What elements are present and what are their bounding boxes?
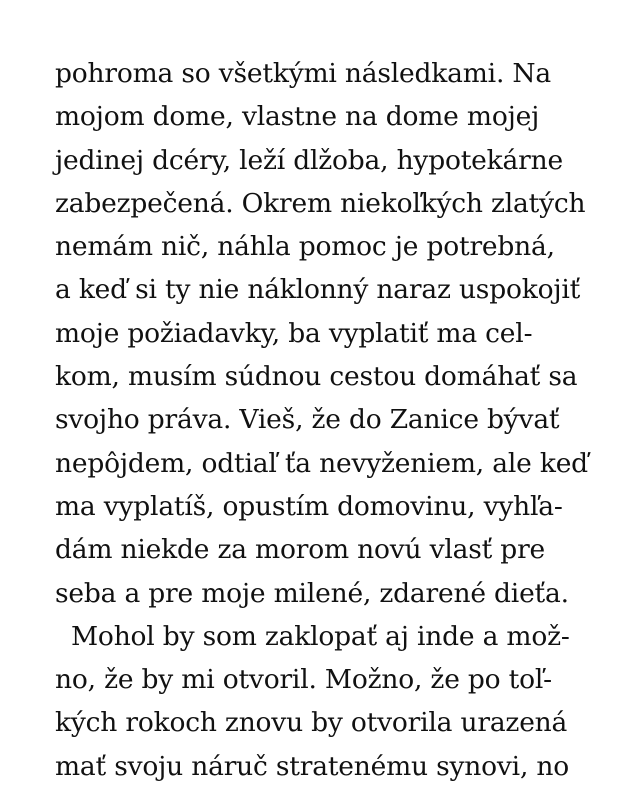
text-line: kých rokoch znovu by otvorila urazená xyxy=(55,707,568,739)
page-text xyxy=(55,52,615,788)
text-line: pohroma so všetkými následkami. Na xyxy=(55,58,551,89)
text-line: seba a pre moje milené, zdarené dieťa. xyxy=(55,577,569,609)
text-line: mojom dome, vlastne na dome mojej xyxy=(55,101,540,133)
text-line: nepôjdem, odtiaľ ťa nevyženiem, ale keď xyxy=(55,447,588,479)
text-line: a keď si ty nie náklonný naraz uspokojiť xyxy=(55,274,581,306)
text-line: moje požiadavky, ba vyplatiť ma cel- xyxy=(55,317,533,349)
text-line: nemám nič, náhla pomoc je potrebná, xyxy=(55,231,555,263)
text-line: ma vyplatíš, opustím domovinu, vyhľa- xyxy=(55,490,563,522)
paragraph-start-line: Mohol by som zaklopať aj inde a mož- xyxy=(71,620,570,652)
text-line: kom, musím súdnou cestou domáhať sa xyxy=(55,361,578,393)
text-line: jedinej dcéry, leží dlžoba, hypotekárne xyxy=(55,144,563,176)
text-line: dám niekde za morom novú vlasť pre xyxy=(55,534,546,566)
text-line: zabezpečená. Okrem niekoľkých zlatých xyxy=(55,187,586,219)
text-line: mať svoju náruč stratenému synovi, no xyxy=(55,750,570,782)
text-line: no, že by mi otvoril. Možno, že po toľ- xyxy=(55,664,552,696)
text-line: svojho práva. Vieš, že do Zanice bývať xyxy=(55,404,560,436)
